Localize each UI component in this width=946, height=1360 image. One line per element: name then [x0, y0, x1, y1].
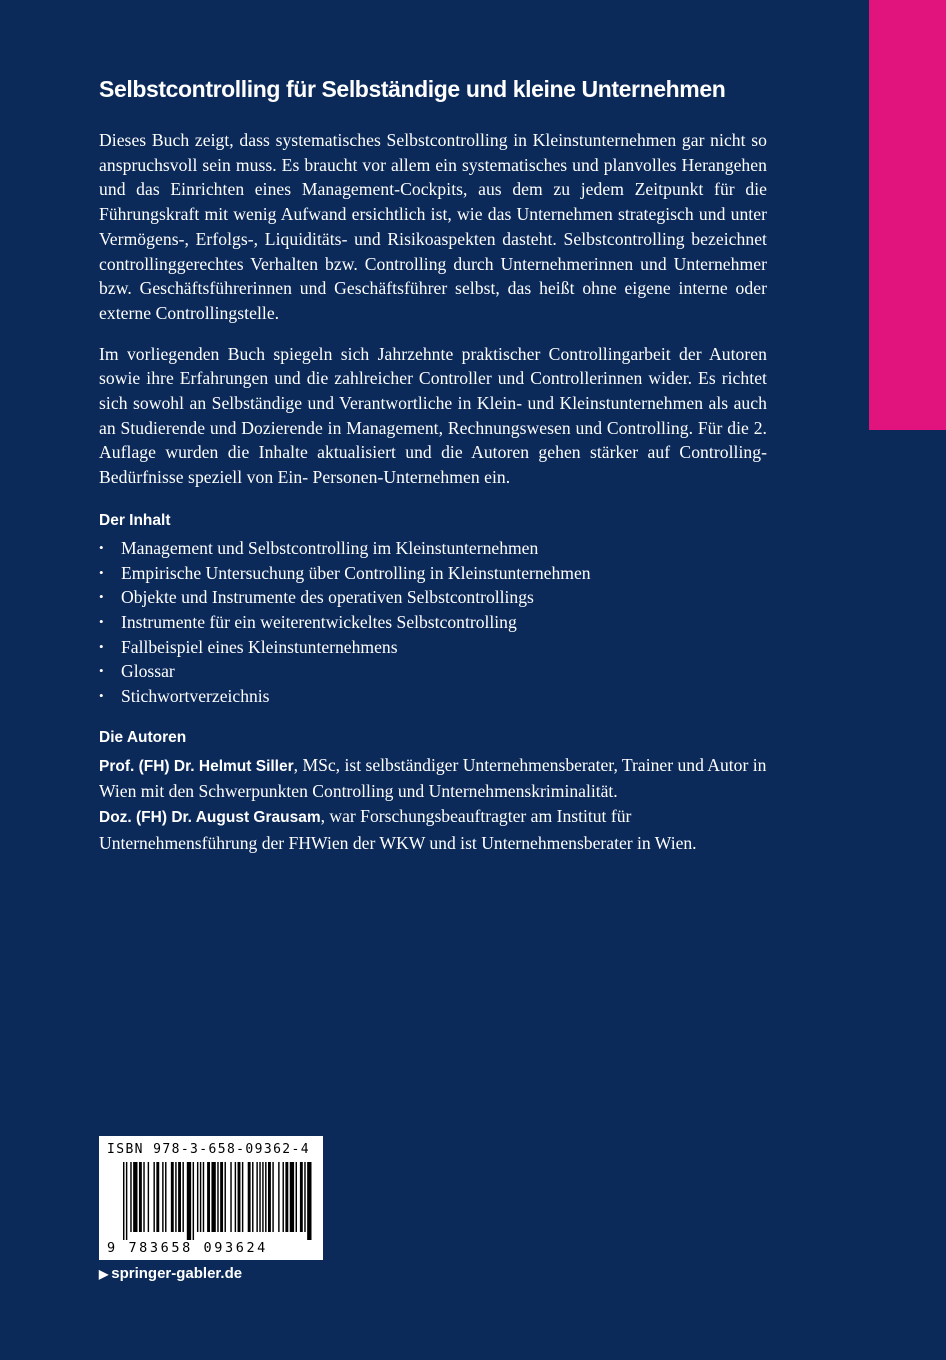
barcode-bar [283, 1162, 284, 1232]
authors-heading: Die Autoren [99, 728, 187, 746]
barcode-bar [220, 1162, 223, 1232]
barcode-bar [143, 1162, 144, 1232]
author-1-bio: , MSc, ist selbständiger Unternehmensberater, Trainer und Autor in Wien mit den Schwerpunkten Controlling und Unternehmenskriminalität. [99, 754, 767, 802]
list-item: • Management und Selbstcontrolling im Kleinstunternehmen [99, 536, 767, 561]
list-item: • Instrumente für ein weiterentwickeltes Selbstcontrolling [99, 610, 767, 635]
ean-digits: 9 783658 093624 [107, 1240, 268, 1256]
barcode-bar [178, 1162, 181, 1232]
author-1-name: Prof. (FH) Dr. Helmut Siller [99, 757, 294, 775]
barcode-bar [193, 1162, 194, 1240]
list-item: • Glossar [99, 659, 767, 684]
barcode-bar [268, 1162, 271, 1232]
barcode-bar [242, 1162, 243, 1232]
list-item: • Objekte und Instrumente des operativen Selbstcontrollings [99, 585, 767, 610]
barcode-bar [252, 1162, 253, 1232]
barcode-bar [300, 1162, 303, 1232]
description-paragraph-1: Dieses Buch zeigt, dass systematisches Selbstcontrolling in Kleinstunternehmen gar nicht so anspruchsvoll sein muss. Es braucht vor allem ein systematisches und planvolles Herangehen und das Einrichten eines Management-Cockpits, aus dem zu jedem Zeitpunkt für die Führungskraft mit wenig Aufwand ersichtlich ist, wie das Unternehmen strategisch und unter Vermögens-, Erfolgs-, Liquiditäts- und Risikoaspekten dasteht. Selbstcontrolling bezeichnet controllinggerechtes Verhalten bzw. Controlling durch Unternehmerinnen und Unternehmer bzw. Geschäftsführerinnen und Geschäftsführer selbst, das heißt ohne eigene interne oder externe Controllingstelle. [99, 130, 767, 323]
author-2-bio: , war Forschungsbeauftragter am Institut für Unternehmensführung der FHWien der WKW und ist Unternehmensberater in Wien. [99, 806, 697, 853]
contents-list [99, 536, 767, 709]
barcode-bar [225, 1162, 226, 1232]
barcode-bar [162, 1162, 163, 1232]
list-item: • Fallbeispiel eines Kleinstunternehmens [99, 635, 767, 660]
author-2-name: Doz. (FH) Dr. August Grausam [99, 809, 321, 827]
barcode-bar [133, 1162, 137, 1232]
author-2 [99, 804, 767, 855]
barcode-bar [126, 1162, 127, 1240]
barcode-bar [200, 1162, 201, 1232]
barcode-bar [256, 1162, 257, 1232]
barcode-bar [296, 1162, 297, 1232]
barcode-bar [259, 1162, 260, 1232]
author-1 [99, 753, 767, 804]
triangle-right-icon: ▶ [99, 1267, 109, 1281]
publisher-url: springer-gabler.de [111, 1265, 243, 1282]
barcode-bar [265, 1162, 266, 1232]
barcode-bar [307, 1162, 311, 1240]
barcode-bar [182, 1162, 183, 1232]
list-item: • Stichwortverzeichnis [99, 684, 767, 709]
barcode-bar [304, 1162, 305, 1232]
barcode-bar [207, 1162, 210, 1232]
barcode-bar [272, 1162, 273, 1232]
accent-bar [869, 0, 946, 430]
barcode-bar [171, 1162, 174, 1232]
barcode-bar [203, 1162, 204, 1232]
list-item: • Empirische Untersuchung über Controlling in Kleinstunternehmen [99, 561, 767, 586]
contents-heading: Der Inhalt [99, 511, 171, 529]
barcode-bar [290, 1162, 294, 1232]
barcode-bar [165, 1162, 166, 1232]
barcode-bars [123, 1162, 313, 1240]
barcode-bar [217, 1162, 218, 1232]
barcode-bar [262, 1162, 263, 1232]
book-title: Selbstcontrolling für Selbständige und kleine Unternehmen [99, 76, 726, 102]
barcode-bar [211, 1162, 215, 1232]
barcode-bar [197, 1162, 198, 1232]
barcode-bar [278, 1162, 279, 1232]
barcode-bar [130, 1162, 131, 1232]
barcode-bar [235, 1162, 236, 1232]
description-paragraph-2: Im vorliegenden Buch spiegeln sich Jahrzehnte praktischer Controllingarbeit der Autoren sowie ihre Erfahrungen und die zahlreicher Controller und Controllerinnen wider. Es richtet sich sowohl an Selbständige und Verantwortliche in Klein- und Kleinstunternehmen als auch an Studierende und Dozierende in Management, Rechnungswesen und Controlling. Für die 2. Auflage wurden die Inhalte aktualisiert und die Autoren gehen stärker auf Controlling-Bedürfnisse speziell von Ein- Personen-Unternehmen ein. [99, 343, 767, 488]
barcode-bar [139, 1162, 142, 1232]
back-cover-content [99, 74, 767, 856]
barcode-bar [187, 1162, 191, 1240]
barcode-bar [123, 1162, 124, 1240]
barcode-bar [230, 1162, 231, 1232]
barcode-bar [175, 1162, 176, 1232]
barcode-bar [156, 1162, 159, 1232]
isbn-label: ISBN 978-3-658-09362-4 [107, 1142, 310, 1157]
isbn-barcode [99, 1136, 323, 1260]
barcode-bar [238, 1162, 241, 1232]
barcode-bar [153, 1162, 154, 1232]
barcode-bar [248, 1162, 251, 1232]
barcode-bar [285, 1162, 288, 1232]
publisher-link[interactable] [99, 1264, 242, 1284]
barcode-bar [148, 1162, 149, 1232]
